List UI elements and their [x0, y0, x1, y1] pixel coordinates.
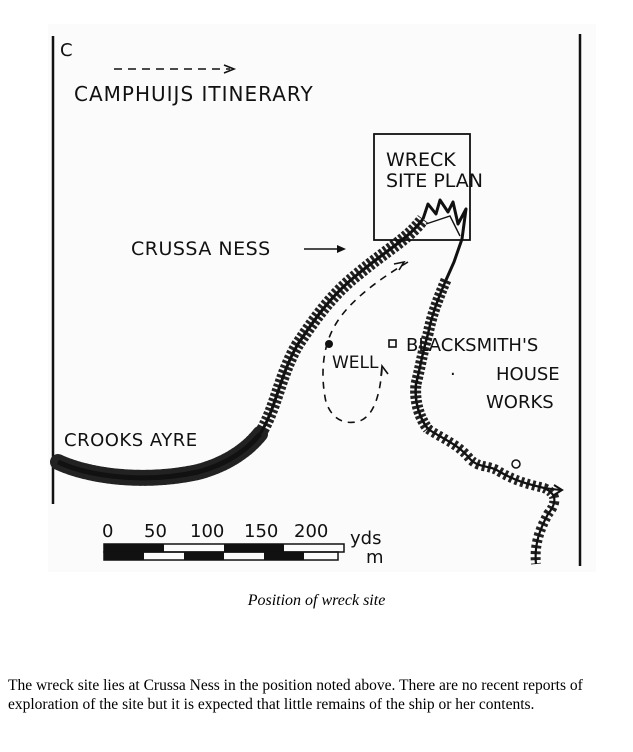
crussa-ness-label: CRUSSA NESS	[131, 238, 271, 260]
scale-bar-yards-segment-3	[224, 544, 284, 552]
scale-unit-m: m	[366, 547, 384, 568]
scale-bar-metres-segment-3	[184, 552, 224, 560]
figure-caption: Position of wreck site	[247, 592, 386, 609]
well-marker-icon	[325, 340, 333, 348]
map-background	[48, 24, 596, 572]
house-label: HOUSE	[496, 364, 560, 385]
blacksmiths-label: BLACKSMITH'S	[406, 335, 539, 356]
site-plan-label-line1: WRECK	[386, 149, 456, 171]
body-paragraph: The wreck site lies at Crussa Ness in the position noted above. There are no recent reports of exploration of the site but it is expected that little remains of the ship or her contents.	[8, 677, 583, 713]
scale-tick-200: 200	[294, 521, 329, 542]
panel-letter: C	[60, 40, 73, 61]
crooks-ayre-label: CROOKS AYRE	[64, 430, 198, 451]
legend-label: CAMPHUIJS ITINERARY	[74, 82, 314, 106]
scale-tick-150: 150	[244, 521, 279, 542]
works-label: WORKS	[486, 392, 554, 413]
scale-tick-0: 0	[102, 521, 114, 542]
scale-bar-metres-segment-1	[104, 552, 144, 560]
scale-bar-metres-segment-5	[264, 552, 304, 560]
scale-tick-100: 100	[190, 521, 225, 542]
site-plan-label-line2: SITE PLAN	[386, 170, 484, 192]
scale-unit-yds: yds	[350, 528, 382, 549]
scale-tick-50: 50	[144, 521, 167, 542]
scale-bar-yards-segment-1	[104, 544, 164, 552]
well-label: WELL	[332, 353, 379, 373]
dot-marker-icon: ·	[450, 364, 456, 385]
site-location-map	[48, 24, 596, 572]
